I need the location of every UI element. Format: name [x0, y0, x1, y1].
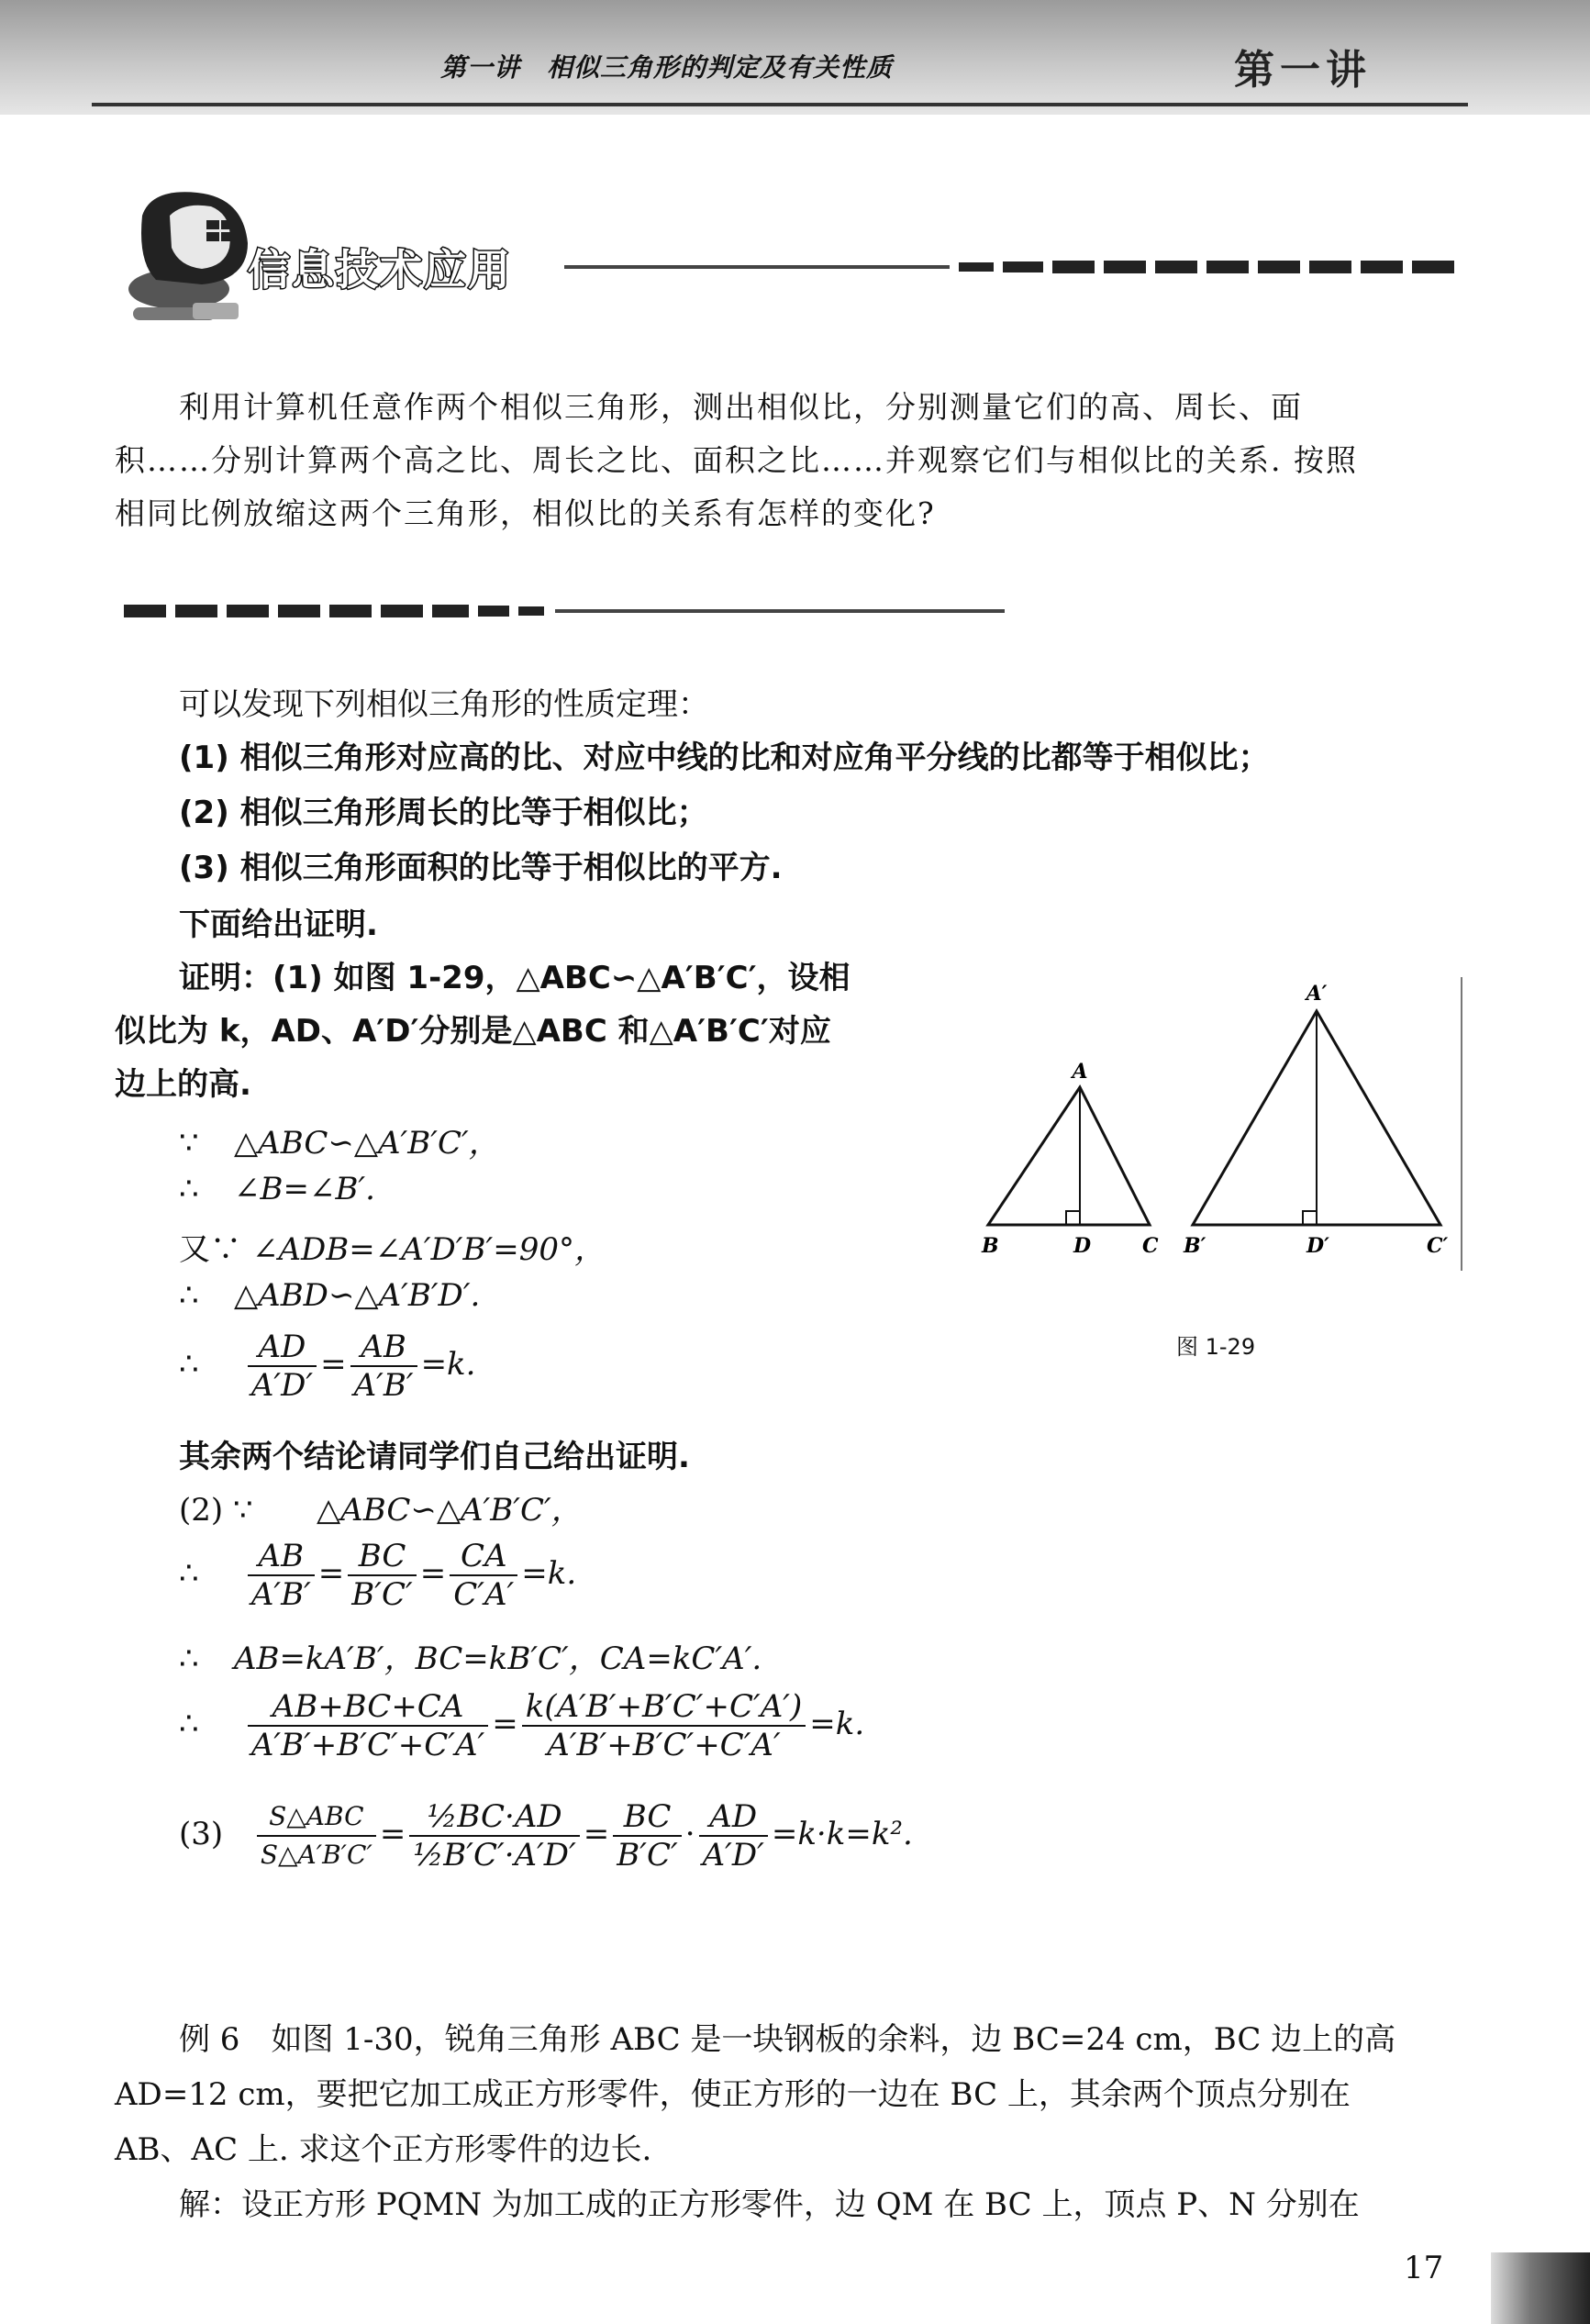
dot: ·	[684, 1816, 695, 1852]
label-c: C	[1142, 1234, 1159, 1258]
denominator: ½B′C′·A′D′	[413, 1837, 576, 1874]
therefore-symbol: ∴	[179, 1640, 199, 1677]
intro-paragraph-cont	[115, 434, 1491, 540]
fraction	[248, 1329, 317, 1404]
fraction	[699, 1798, 768, 1874]
result: =k.	[521, 1555, 577, 1592]
numerator: BC	[613, 1798, 681, 1837]
label-b: B	[982, 1234, 999, 1258]
denominator: C′A′	[453, 1576, 515, 1613]
denominator: A′B′	[250, 1576, 311, 1613]
proof1-step-2	[179, 1171, 375, 1207]
label-d-prime: D′	[1306, 1234, 1329, 1258]
equals-sign: =	[419, 1555, 447, 1592]
proof3	[179, 1798, 913, 1874]
proof1-step-4-text: △ABD∽△A′B′D′.	[234, 1277, 481, 1314]
denominator: S△A′B′C′	[260, 1840, 372, 1870]
fraction	[248, 1538, 315, 1613]
proof1-step-2-text: ∠B=∠B′.	[234, 1171, 375, 1207]
therefore-symbol: ∴	[179, 1555, 199, 1592]
fraction	[257, 1798, 376, 1874]
denominator: B′C′	[617, 1837, 678, 1874]
proof1-remark: 其余两个结论请同学们自己给出证明.	[179, 1439, 690, 1475]
proof2-given-text: △ABC∽△A′B′C′，	[317, 1492, 583, 1529]
equals-sign: =	[320, 1346, 347, 1383]
figure-1-29	[973, 977, 1468, 1289]
label-a: A	[1072, 1060, 1088, 1084]
section-title: 信息技术应用	[248, 245, 512, 295]
proof1-step-1	[179, 1118, 500, 1162]
therefore-symbol: ∴	[179, 1277, 199, 1314]
numerator: k(A′B′+B′C′+C′A′)	[522, 1688, 806, 1727]
numerator: CA	[450, 1538, 517, 1576]
numerator: AD	[699, 1798, 768, 1837]
figure-caption: 图 1-29	[1176, 1334, 1256, 1360]
proof2-step-3	[179, 1688, 864, 1763]
fraction	[350, 1329, 417, 1404]
equals-sign: =	[379, 1816, 406, 1852]
proof1-step-5	[179, 1329, 475, 1404]
result: =k·k=k².	[771, 1816, 913, 1852]
section-rule	[564, 257, 1482, 277]
triangle-abc	[988, 1087, 1150, 1225]
proof3-label: (3)	[179, 1816, 224, 1852]
intro-paragraph	[179, 381, 1482, 434]
intro-line-2: 积……分别计算两个高之比、周长之比、面积之比……并观察它们与相似比的关系. 按照	[115, 442, 1358, 478]
theorem-item-3: (3) 相似三角形面积的比等于相似比的平方.	[179, 850, 783, 886]
fraction	[248, 1688, 488, 1763]
proof2-step-1	[179, 1538, 576, 1613]
numerator: ½BC·AD	[409, 1798, 579, 1837]
proof2-step-2-text: AB=kA′B′，BC=kB′C′，CA=kC′A′.	[234, 1640, 762, 1677]
example6-line-4: 解：设正方形 PQMN 为加工成的正方形零件，边 QM 在 BC 上，顶点 P、N 分别在	[179, 2186, 1360, 2223]
theorem-item-2: (2) 相似三角形周长的比等于相似比；	[179, 795, 708, 831]
example6-line-1: 例 6 如图 1-30，锐角三角形 ABC 是一块钢板的余料，边 BC=24 cm，BC 边上的高	[179, 2021, 1396, 2058]
because-symbol: ∵	[179, 1125, 199, 1162]
intro-line-3: 相同比例放缩这两个三角形，相似比的关系有怎样的变化?	[115, 495, 936, 531]
proof2-label: (2) ∵	[179, 1492, 253, 1529]
fraction	[613, 1798, 681, 1874]
numerator: S△ABC	[257, 1798, 376, 1837]
numerator: AD	[248, 1329, 317, 1367]
result: =k.	[809, 1706, 865, 1742]
example6-line-2: AD=12 cm，要把它加工成正方形零件，使正方形的一边在 BC 上，其余两个顶点分别在	[115, 2076, 1351, 2113]
denominator: A′B′+B′C′+C′A′	[547, 1727, 781, 1763]
denominator: A′D′	[702, 1837, 764, 1874]
fraction	[409, 1798, 579, 1874]
fraction	[348, 1538, 416, 1613]
label-a-prime: A′	[1306, 982, 1328, 1006]
equals-sign: =	[492, 1706, 518, 1742]
equals-sign: =	[583, 1816, 610, 1852]
intro-line-1: 利用计算机任意作两个相似三角形，测出相似比，分别测量它们的高、周长、面	[179, 389, 1303, 425]
denominator: B′C′	[351, 1576, 413, 1613]
proof1-step-1-text: △ABC∽△A′B′C′，	[234, 1125, 500, 1162]
denominator: A′B′+B′C′+C′A′	[250, 1727, 485, 1763]
proof2-step-2	[179, 1633, 762, 1678]
proof-intro: 下面给出证明.	[179, 906, 378, 943]
proof1-line-3: 边上的高.	[115, 1066, 251, 1103]
header-lecture: 第一讲	[1234, 47, 1372, 94]
section-divider	[124, 601, 1041, 621]
theorem-lead: 可以发现下列相似三角形的性质定理：	[179, 686, 709, 723]
equals-sign: =	[317, 1555, 345, 1592]
proof1-step-3-text: ∠ADB=∠A′D′B′=90°，	[252, 1231, 606, 1268]
also-because-symbol: 又∵	[179, 1231, 241, 1268]
proof2-given	[179, 1484, 583, 1529]
header-title: 第一讲 相似三角形的判定及有关性质	[440, 52, 894, 83]
numerator: BC	[348, 1538, 416, 1576]
numerator: AB	[248, 1538, 315, 1576]
therefore-symbol: ∴	[179, 1706, 199, 1742]
corner-decoration	[1491, 2252, 1590, 2324]
right-angle-mark	[1066, 1211, 1080, 1225]
fraction	[450, 1538, 517, 1613]
proof1-line-1: 证明：(1) 如图 1-29，△ABC∽△A′B′C′，设相	[179, 960, 851, 996]
label-c-prime: C′	[1427, 1234, 1449, 1258]
page-number: 17	[1404, 2250, 1444, 2286]
label-d: D	[1073, 1234, 1092, 1258]
theorem-item-1: (1) 相似三角形对应高的比、对应中线的比和对应角平分线的比都等于相似比；	[179, 739, 1270, 776]
example6-line-3: AB、AC 上. 求这个正方形零件的边长.	[115, 2131, 652, 2168]
therefore-symbol: ∴	[179, 1171, 199, 1207]
proof1-step-3	[179, 1224, 606, 1269]
header-rule	[92, 103, 1468, 106]
denominator: A′B′	[353, 1367, 414, 1404]
numerator: AB+BC+CA	[248, 1688, 488, 1727]
denominator: A′D′	[250, 1367, 314, 1404]
numerator: AB	[350, 1329, 417, 1367]
label-b-prime: B′	[1184, 1234, 1206, 1258]
fraction	[522, 1688, 806, 1763]
right-angle-mark	[1303, 1211, 1317, 1225]
therefore-symbol: ∴	[179, 1346, 199, 1383]
proof1-line-2: 似比为 k，AD、A′D′分别是△ABC 和△A′B′C′对应	[115, 1013, 831, 1050]
result: =k.	[420, 1346, 476, 1383]
proof1-step-4	[179, 1277, 480, 1314]
